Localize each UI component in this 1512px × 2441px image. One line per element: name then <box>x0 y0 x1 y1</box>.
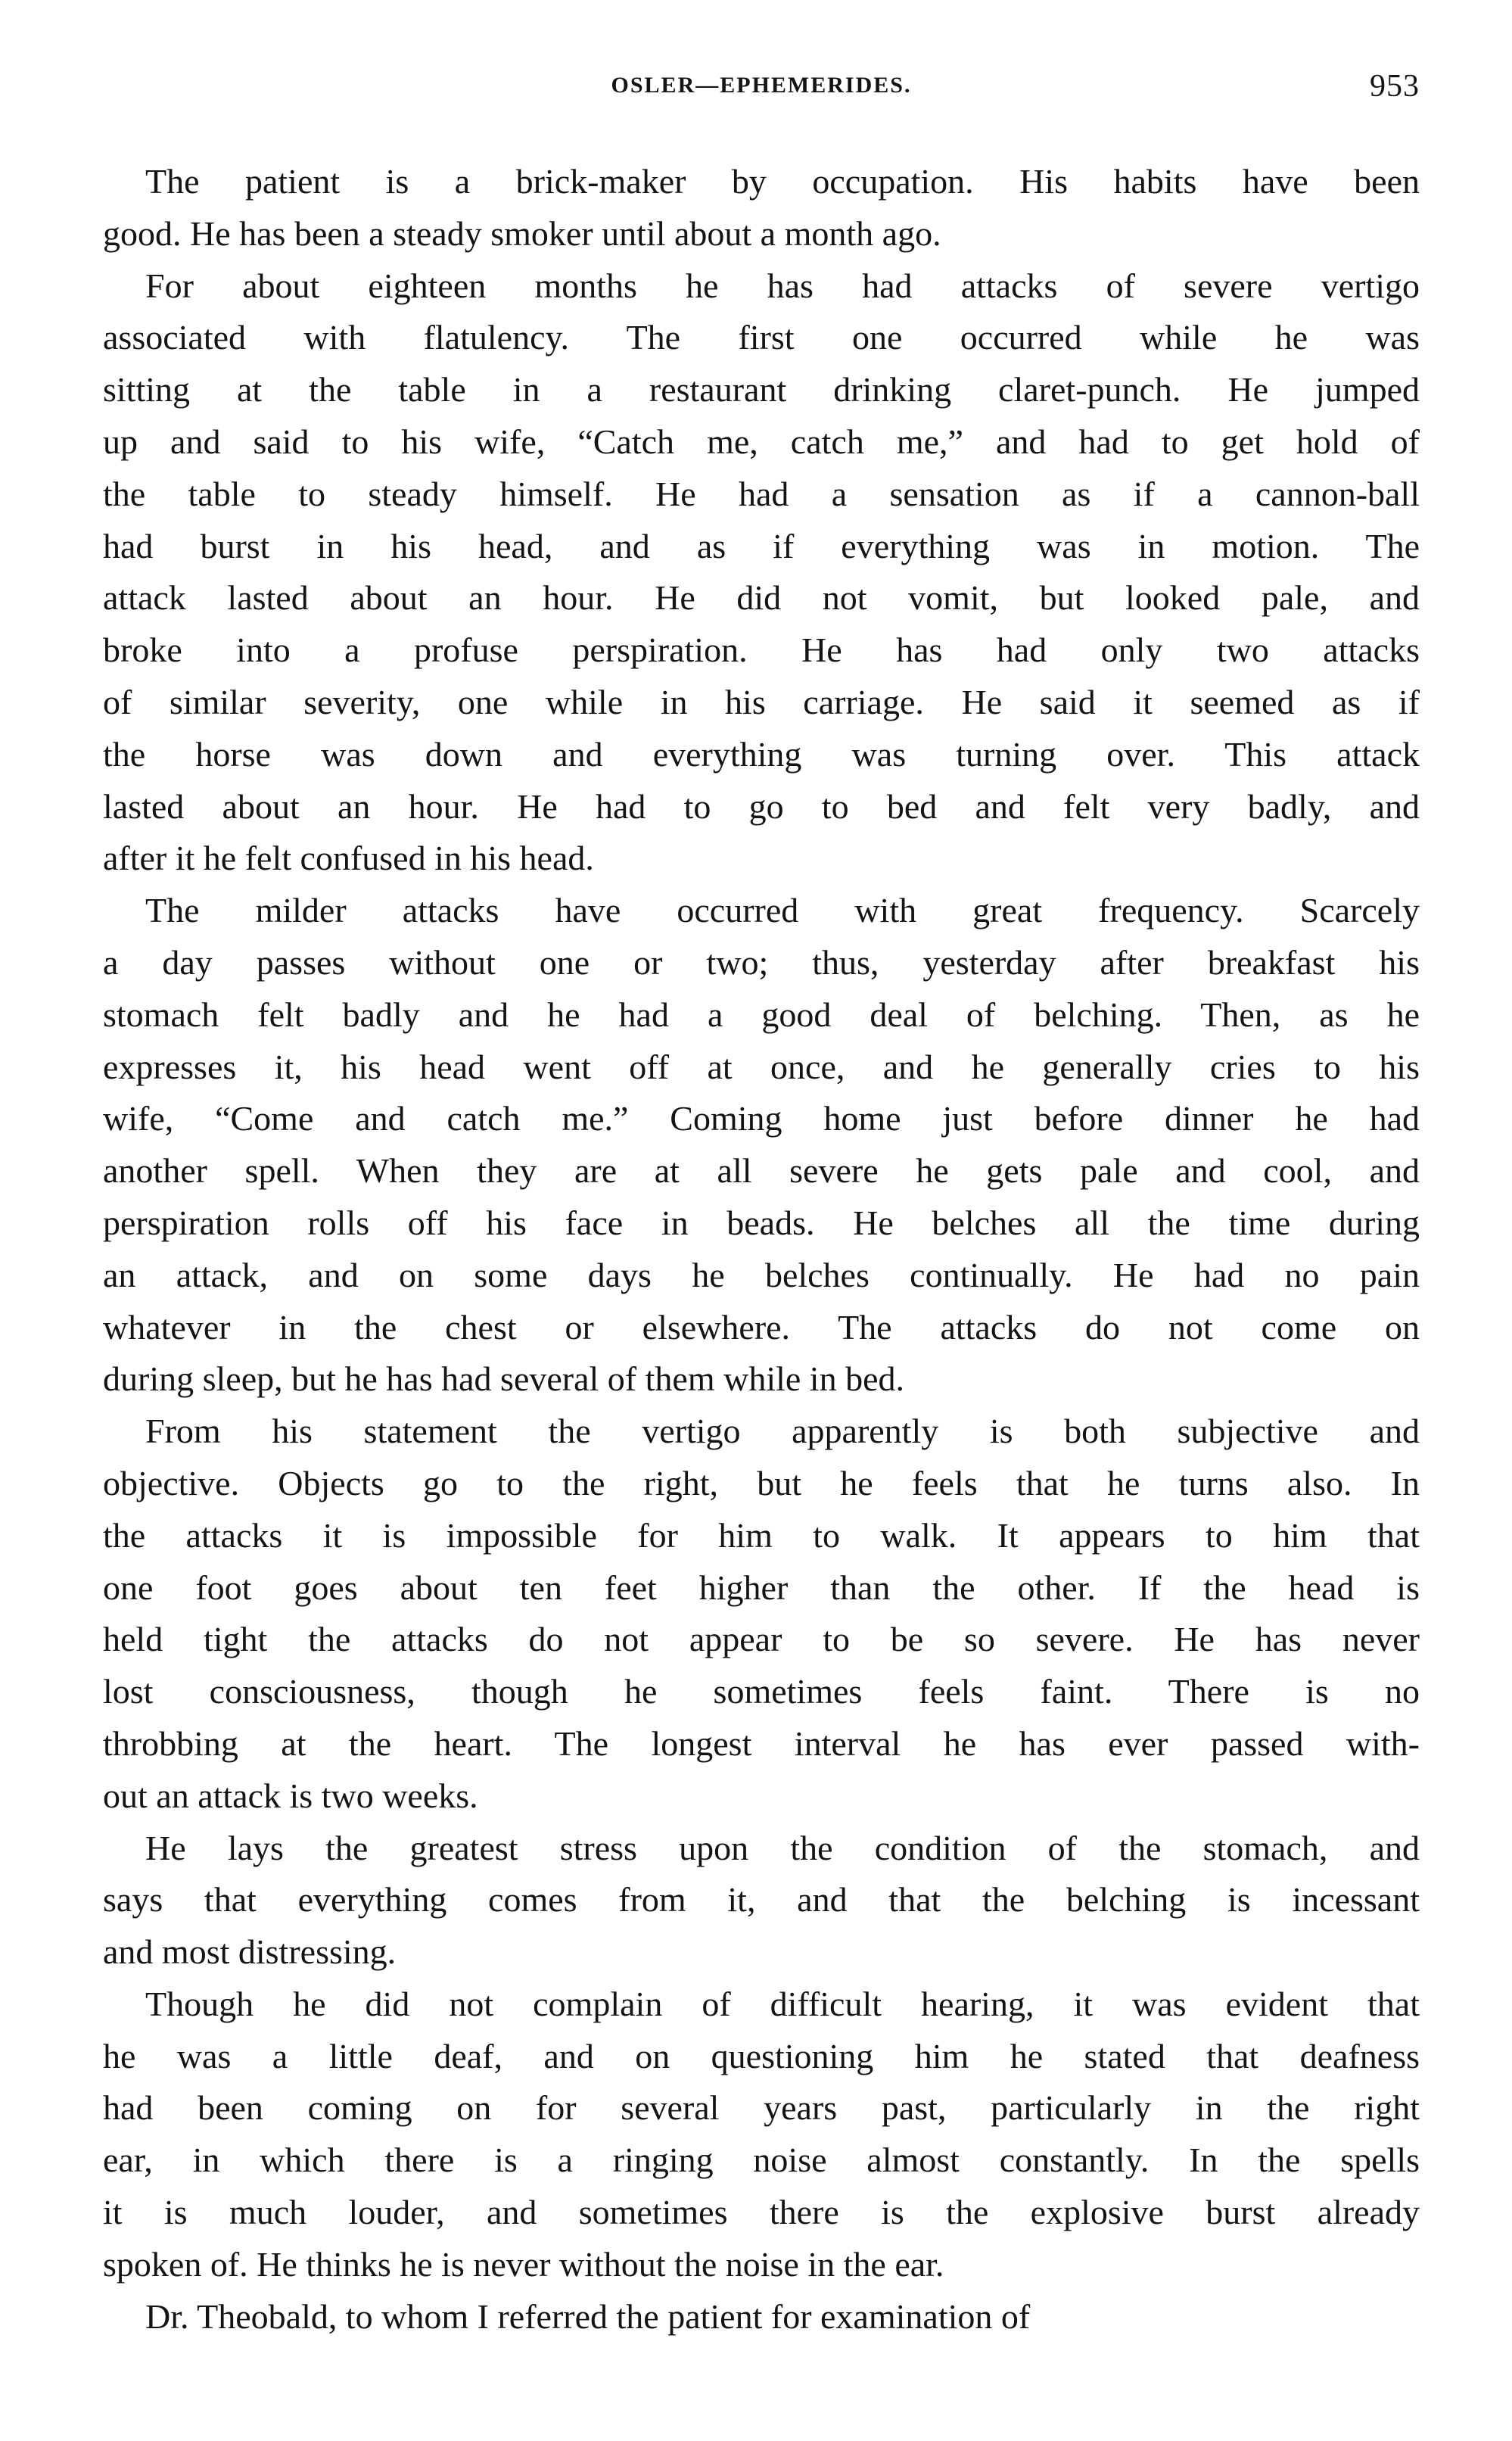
text-line: good. He has been a steady smoker until about a month ago. <box>103 213 941 253</box>
text-line: held tight the attacks do not appear to be so severe. He has never <box>103 1620 1420 1659</box>
text-line: another spell. When they are at all severe he gets pale and cool, and <box>103 1151 1420 1191</box>
text-line: lasted about an hour. He had to go to bed and felt very badly, and <box>103 786 1420 826</box>
text-line: expresses it, his head went off at once, and he generally cries to his <box>103 1047 1420 1086</box>
text-line: the horse was down and everything was turning over. This attack <box>103 734 1420 774</box>
text-line: an attack, and on some days he belches continually. He had no pain <box>103 1255 1420 1294</box>
text-line: out an attack is two weeks. <box>103 1776 478 1815</box>
text-line: during sleep, but he has had several of them while in bed. <box>103 1359 904 1399</box>
text-line: The milder attacks have occurred with great frequency. Scarcely <box>145 891 1420 930</box>
text-line: He lays the greatest stress upon the condition of the stomach, and <box>145 1828 1420 1867</box>
paragraph <box>103 1979 1420 2291</box>
text-line: For about eighteen months he has had attacks of severe vertigo <box>145 266 1420 305</box>
paragraph <box>103 1823 1420 1979</box>
text-line: associated with flatulency. The first one occurred while he was <box>103 318 1420 357</box>
text-line: From his statement the vertigo apparently is both subjective and <box>145 1412 1420 1451</box>
running-head <box>103 69 1420 118</box>
body-text <box>103 156 1420 2343</box>
text-line: spoken of. He thinks he is never without the noise in the ear. <box>103 2244 944 2284</box>
text-line: he was a little deaf, and on questioning him he stated that deafness <box>103 2036 1420 2075</box>
text-line: The patient is a brick-maker by occupation. His habits have been <box>145 162 1420 201</box>
page-number: 953 <box>1370 69 1420 104</box>
text-line: Though he did not complain of difficult hearing, it was evident that <box>145 1984 1420 2023</box>
text-line: had burst in his head, and as if everything was in motion. The <box>103 526 1420 565</box>
text-line: up and said to his wife, “Catch me, catch me,” and had to get hold of <box>103 422 1420 461</box>
text-line: had been coming on for several years past, particularly in the right <box>103 2088 1420 2128</box>
text-line: attack lasted about an hour. He did not vomit, but looked pale, and <box>103 578 1420 618</box>
text-line: broke into a profuse perspiration. He has had only two attacks <box>103 630 1420 670</box>
text-line: and most distressing. <box>103 1932 397 1972</box>
text-line: a day passes without one or two; thus, yesterday after breakfast his <box>103 942 1420 982</box>
text-line: throbbing at the heart. The longest interval he has ever passed with- <box>103 1723 1420 1763</box>
paragraph <box>103 260 1420 886</box>
text-line: after it he felt confused in his head. <box>103 839 594 878</box>
paragraph <box>103 156 1420 260</box>
text-line: of similar severity, one while in his carriage. He said it seemed as if <box>103 682 1420 721</box>
text-line: it is much louder, and sometimes there is the explosive burst already <box>103 2193 1420 2232</box>
text-line: sitting at the table in a restaurant drinking claret-punch. He jumped <box>103 370 1420 409</box>
paragraph <box>103 2291 1420 2343</box>
text-line: ear, in which there is a ringing noise almost constantly. In the spells <box>103 2141 1420 2180</box>
text-line: the table to steady himself. He had a sensation as if a cannon-ball <box>103 474 1420 513</box>
text-line: whatever in the chest or elsewhere. The attacks do not come on <box>103 1307 1420 1347</box>
text-line: the attacks it is impossible for him to walk. It appears to him that <box>103 1515 1420 1555</box>
text-line: stomach felt badly and he had a good deal of belching. Then, as he <box>103 995 1420 1034</box>
text-line: objective. Objects go to the right, but he feels that he turns also. In <box>103 1463 1420 1502</box>
running-title: OSLER—EPHEMERIDES. <box>611 73 912 98</box>
text-line: one foot goes about ten feet higher than the other. If the head is <box>103 1568 1420 1607</box>
paragraph <box>103 885 1420 1406</box>
text-line: lost consciousness, though he sometimes feels faint. There is no <box>103 1672 1420 1711</box>
text-line: perspiration rolls off his face in beads. He belches all the time during <box>103 1203 1420 1242</box>
paragraph <box>103 1406 1420 1822</box>
text-line: Dr. Theobald, to whom I referred the patient for examination of <box>145 2296 1031 2336</box>
text-line: wife, “Come and catch me.” Coming home just before dinner he had <box>103 1099 1420 1138</box>
text-line: says that everything comes from it, and that the belching is incessant <box>103 1880 1420 1919</box>
